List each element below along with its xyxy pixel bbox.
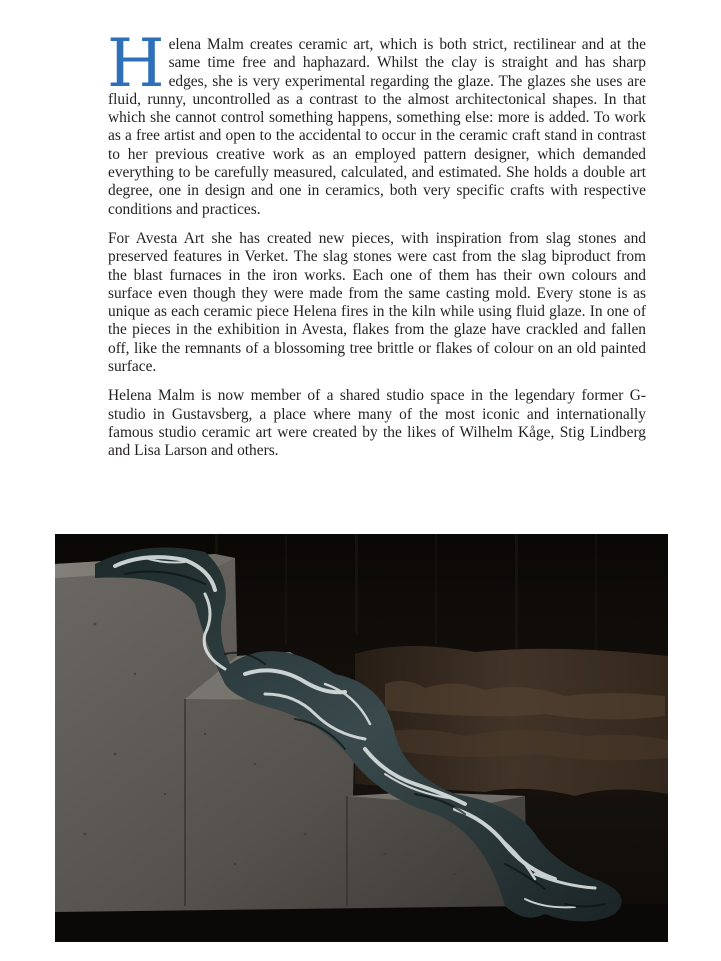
article-body [107, 25, 646, 472]
drop-cap: H [107, 25, 165, 102]
paragraph-3: Helena Malm is now member of a shared studio space in the legendary former G-studio in Gustavsberg, a place where many of the most iconic and internationally famous studio ceramic art were created by the likes of Wilhelm Kåge, Stig Lindberg and Lisa Larson and others. [108, 387, 646, 460]
ceramic-stairs-illustration [55, 534, 668, 942]
paragraph-2: For Avesta Art she has created new pieces, with inspiration from slag stones and preserved features in Verket. The slag stones were cast from the slag biproduct from the blast furnaces in the iron works. Each one of them has their own colours and surface even though they were made from the same casting mold. Every stone is as unique as each ceramic piece Helena fires in the kiln while using fluid glaze. In one of the pieces in the exhibition in Avesta, flakes from the glaze have crackled and fallen off, like the remnants of a blossoming tree brittle or flakes of colour on an old painted surface. [108, 229, 646, 376]
paragraph-1 [107, 25, 646, 219]
ceramic-artwork-photo [55, 534, 668, 942]
paragraph-1-text: elena Malm creates ceramic art, which is both strict, rectilinear and at the same time free and haphazard. Whilst the clay is straight and has sharp edges, she is very experimental regarding the glaze. The glazes she uses are fluid, runny, uncontrolled as a contrast to the almost architectonical shapes. In that which she cannot control something happens, something else: more is added. To work as a free artist and open to the accidental to occur in the ceramic craft stand in contrast to her previous creative work as an employed pattern designer, which demanded everything to be carefully measured, calculated, and estimated. She holds a double art degree, one in design and one in ceramics, both very specific crafts with respective conditions and practices. [108, 36, 646, 218]
